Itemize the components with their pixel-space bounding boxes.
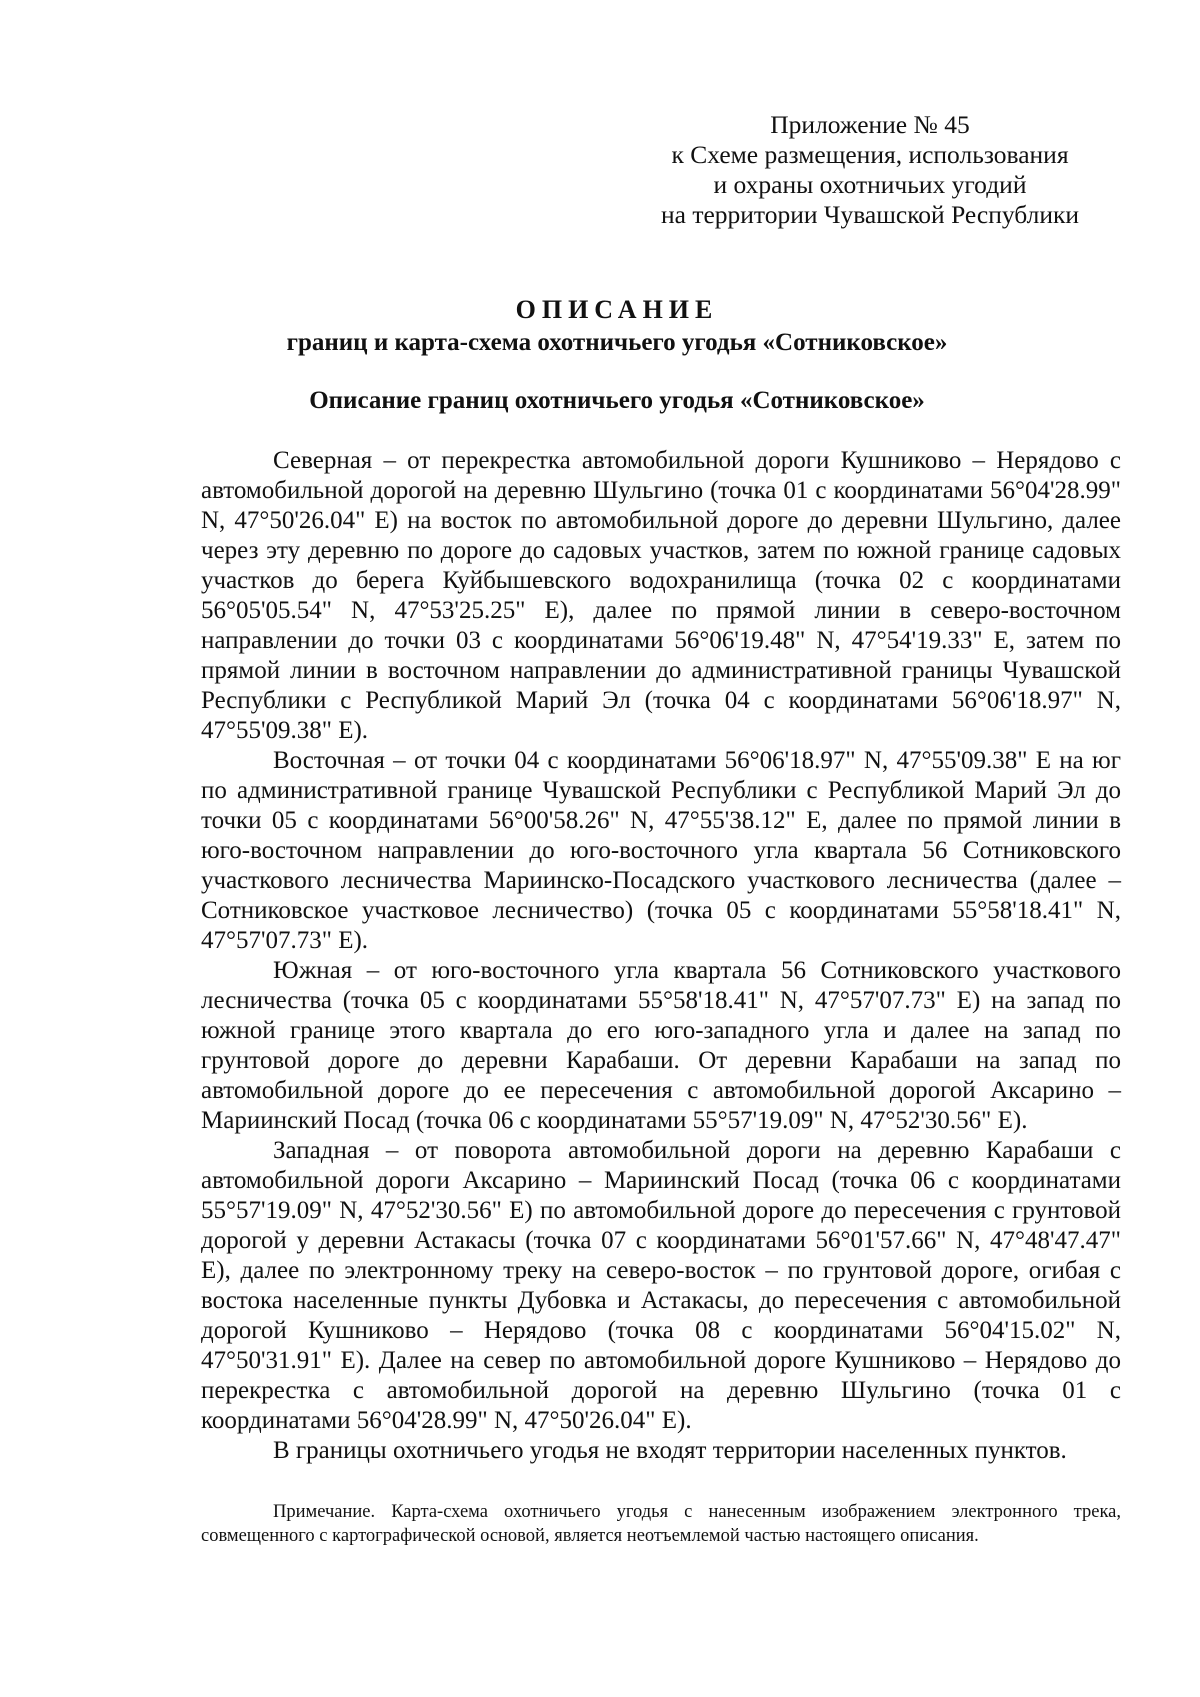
- document-body: [201, 446, 1121, 1466]
- document-subtitle: границ и карта-схема охотничьего угодья «Сотниковское»: [286, 329, 948, 356]
- appendix-line: к Схеме размещения, использования: [671, 140, 1069, 169]
- appendix-header: [620, 110, 1120, 230]
- paragraph-south: Южная – от юго-восточного угла квартала 56 Сотниковского участкового лесничества (точка 05 с координатами 55°58'18.41" N, 47°57'07.73" E) на запад по южной границе этого квартала до его юго-западного угла и далее на запад по грунтовой дороге до деревни Карабаши. От деревни Карабаши на запад по автомобильной дороге до ее пересечения с автомобильной дорогой Аксарино – Мариинский Посад (точка 06 с координатами 55°57'19.09" N, 47°52'30.56" E).: [201, 957, 1121, 1134]
- paragraph-east: Восточная – от точки 04 с координатами 56°06'18.97" N, 47°55'09.38" E на юг по административной границе Чувашской Республики с Республикой Марий Эл до точки 05 с координатами 56°00'58.26" N, 47°55'38.12" E, далее по прямой линии в юго-восточном направлении до юго-восточного угла квартала 56 Сотниковского участкового лесничества Мариинско-Посадского участкового лесничества (далее – Сотниковское участковое лесничество) (точка 05 с координатами 55°58'18.41" N, 47°57'07.73" E).: [201, 747, 1121, 954]
- appendix-number: Приложение № 45: [770, 110, 970, 139]
- appendix-line: и охраны охотничьих угодий: [713, 170, 1027, 199]
- document-title: ОПИСАНИЕ: [515, 295, 719, 324]
- appendix-line: на территории Чувашской Республики: [660, 200, 1079, 229]
- section-heading: Описание границ охотничьего угодья «Сотниковское»: [309, 387, 925, 414]
- paragraph-exclusion: В границы охотничьего угодья не входят территории населенных пунктов.: [273, 1437, 1067, 1464]
- note-block: [201, 1501, 1121, 1548]
- note-text: Примечание. Карта-схема охотничьего угодья с нанесенным изображением электронного трека, совмещенного с картографической основой, является неотъемлемой частью настоящего описания.: [201, 1502, 1121, 1546]
- paragraph-north: Северная – от перекрестка автомобильной дороги Кушниково – Нерядово с автомобильной дорогой на деревню Шульгино (точка 01 с координатами 56°04'28.99" N, 47°50'26.04" E) на восток по автомобильной дороге до деревни Шульгино, далее через эту деревню по дороге до садовых участков, затем по южной границе садовых участков до берега Куйбышевского водохранилища (точка 02 с координатами 56°05'05.54" N, 47°53'25.25" E), далее по прямой линии в северо-восточном направлении до точки 03 с координатами 56°06'19.48" N, 47°54'19.33" E, затем по прямой линии в восточном направлении до административной границы Чувашской Республики с Республикой Марий Эл (точка 04 с координатами 56°06'18.97" N, 47°55'09.38" E).: [201, 447, 1121, 744]
- paragraph-west: Западная – от поворота автомобильной дороги на деревню Карабаши с автомобильной дороги Аксарино – Мариинский Посад (точка 06 с координатами 55°57'19.09" N, 47°52'30.56" E) по автомобильной дороге до пересечения с грунтовой дорогой у деревни Астакасы (точка 07 с координатами 56°01'57.66" N, 47°48'47.47" E), далее по электронному треку на северо-восток – по грунтовой дороге, огибая с востока населенные пункты Дубовка и Астакасы, до пересечения с автомобильной дорогой Кушниково – Нерядово (точка 08 с координатами 56°04'15.02" N, 47°50'31.91" E). Далее на север по автомобильной дороге Кушниково – Нерядово до перекрестка с автомобильной дорогой на деревню Шульгино (точка 01 с координатами 56°04'28.99" N, 47°50'26.04" E).: [201, 1137, 1121, 1434]
